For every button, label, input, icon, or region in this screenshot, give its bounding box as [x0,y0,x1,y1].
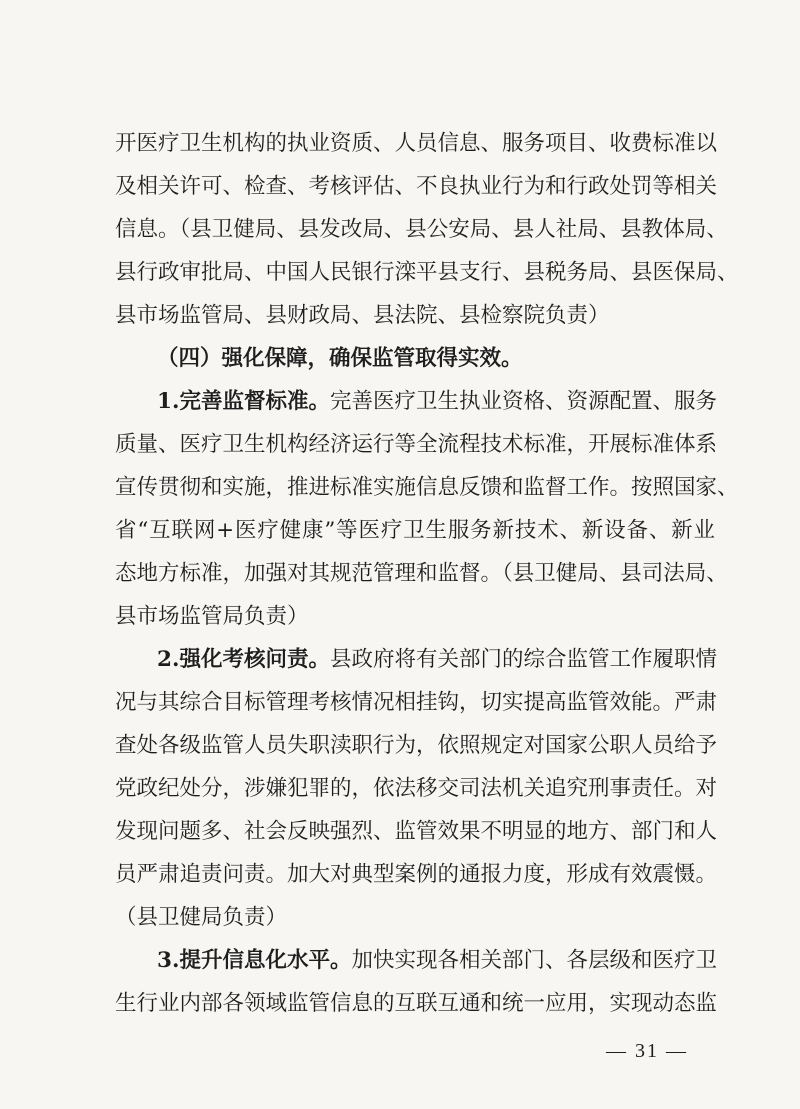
text-line: 党政纪处分，涉嫌犯罪的，依法移交司法机关追究刑事责任。对 [115,776,718,801]
text-line: 县行政审批局、中国人民银行滦平县支行、县税务局、县医保局、 [115,260,739,285]
text-line: 员严肃追责问责。加大对典型案例的通报力度，形成有效震慑。 [115,862,718,887]
text-line: 3.提升信息化水平。加快实现各相关部门、各层级和医疗卫 [157,948,717,973]
text-line: 态地方标准，加强对其规范管理和监督。（县卫健局、县司法局、 [115,561,728,586]
text-line: 生行业内部各领域监管信息的互联互通和统一应用，实现动态监 [115,991,718,1016]
text-line: 质量、医疗卫生机构经济运行等全流程技术标准，开展标准体系 [115,432,718,457]
text-line: 开医疗卫生机构的执业资质、人员信息、服务项目、收费标准以 [115,131,718,156]
subheading: 3.提升信息化水平。 [157,948,352,973]
text-line: 县市场监管局、县财政局、县法院、县检察院负责） [115,303,610,328]
text-line: 1.完善监督标准。完善医疗卫生执业资格、资源配置、服务 [157,389,717,414]
text-line: 查处各级监管人员失职渎职行为，依照规定对国家公职人员给予 [115,733,718,758]
text-line: 信息。（县卫健局、县发改局、县公安局、县人社局、县教体局、 [115,217,728,242]
text-line: 省“互联网+医疗健康”等医疗卫生服务新技术、新设备、新业 [115,518,715,543]
text-line: 2.强化考核问责。县政府将有关部门的综合监管工作履职情 [157,647,717,672]
page-number: — 31 — [606,1040,688,1062]
subheading: 1.完善监督标准。 [157,389,330,414]
section-heading: （四）强化保障，确保监管取得实效。 [157,346,523,371]
subheading: 2.强化考核问责。 [157,647,330,672]
text-line: 况与其综合目标管理考核情况相挂钩，切实提高监管效能。严肃 [115,690,718,715]
text-line: 及相关许可、检查、考核评估、不良执业行为和行政处罚等相关 [115,174,718,199]
text-line: 宣传贯彻和实施，推进标准实施信息反馈和监督工作。按照国家、 [115,475,739,500]
text-line: 发现问题多、社会反映强烈、监管效果不明显的地方、部门和人 [115,819,718,844]
text-line: 县市场监管局负责） [115,604,309,629]
text-line: （县卫健局负责） [115,905,288,930]
